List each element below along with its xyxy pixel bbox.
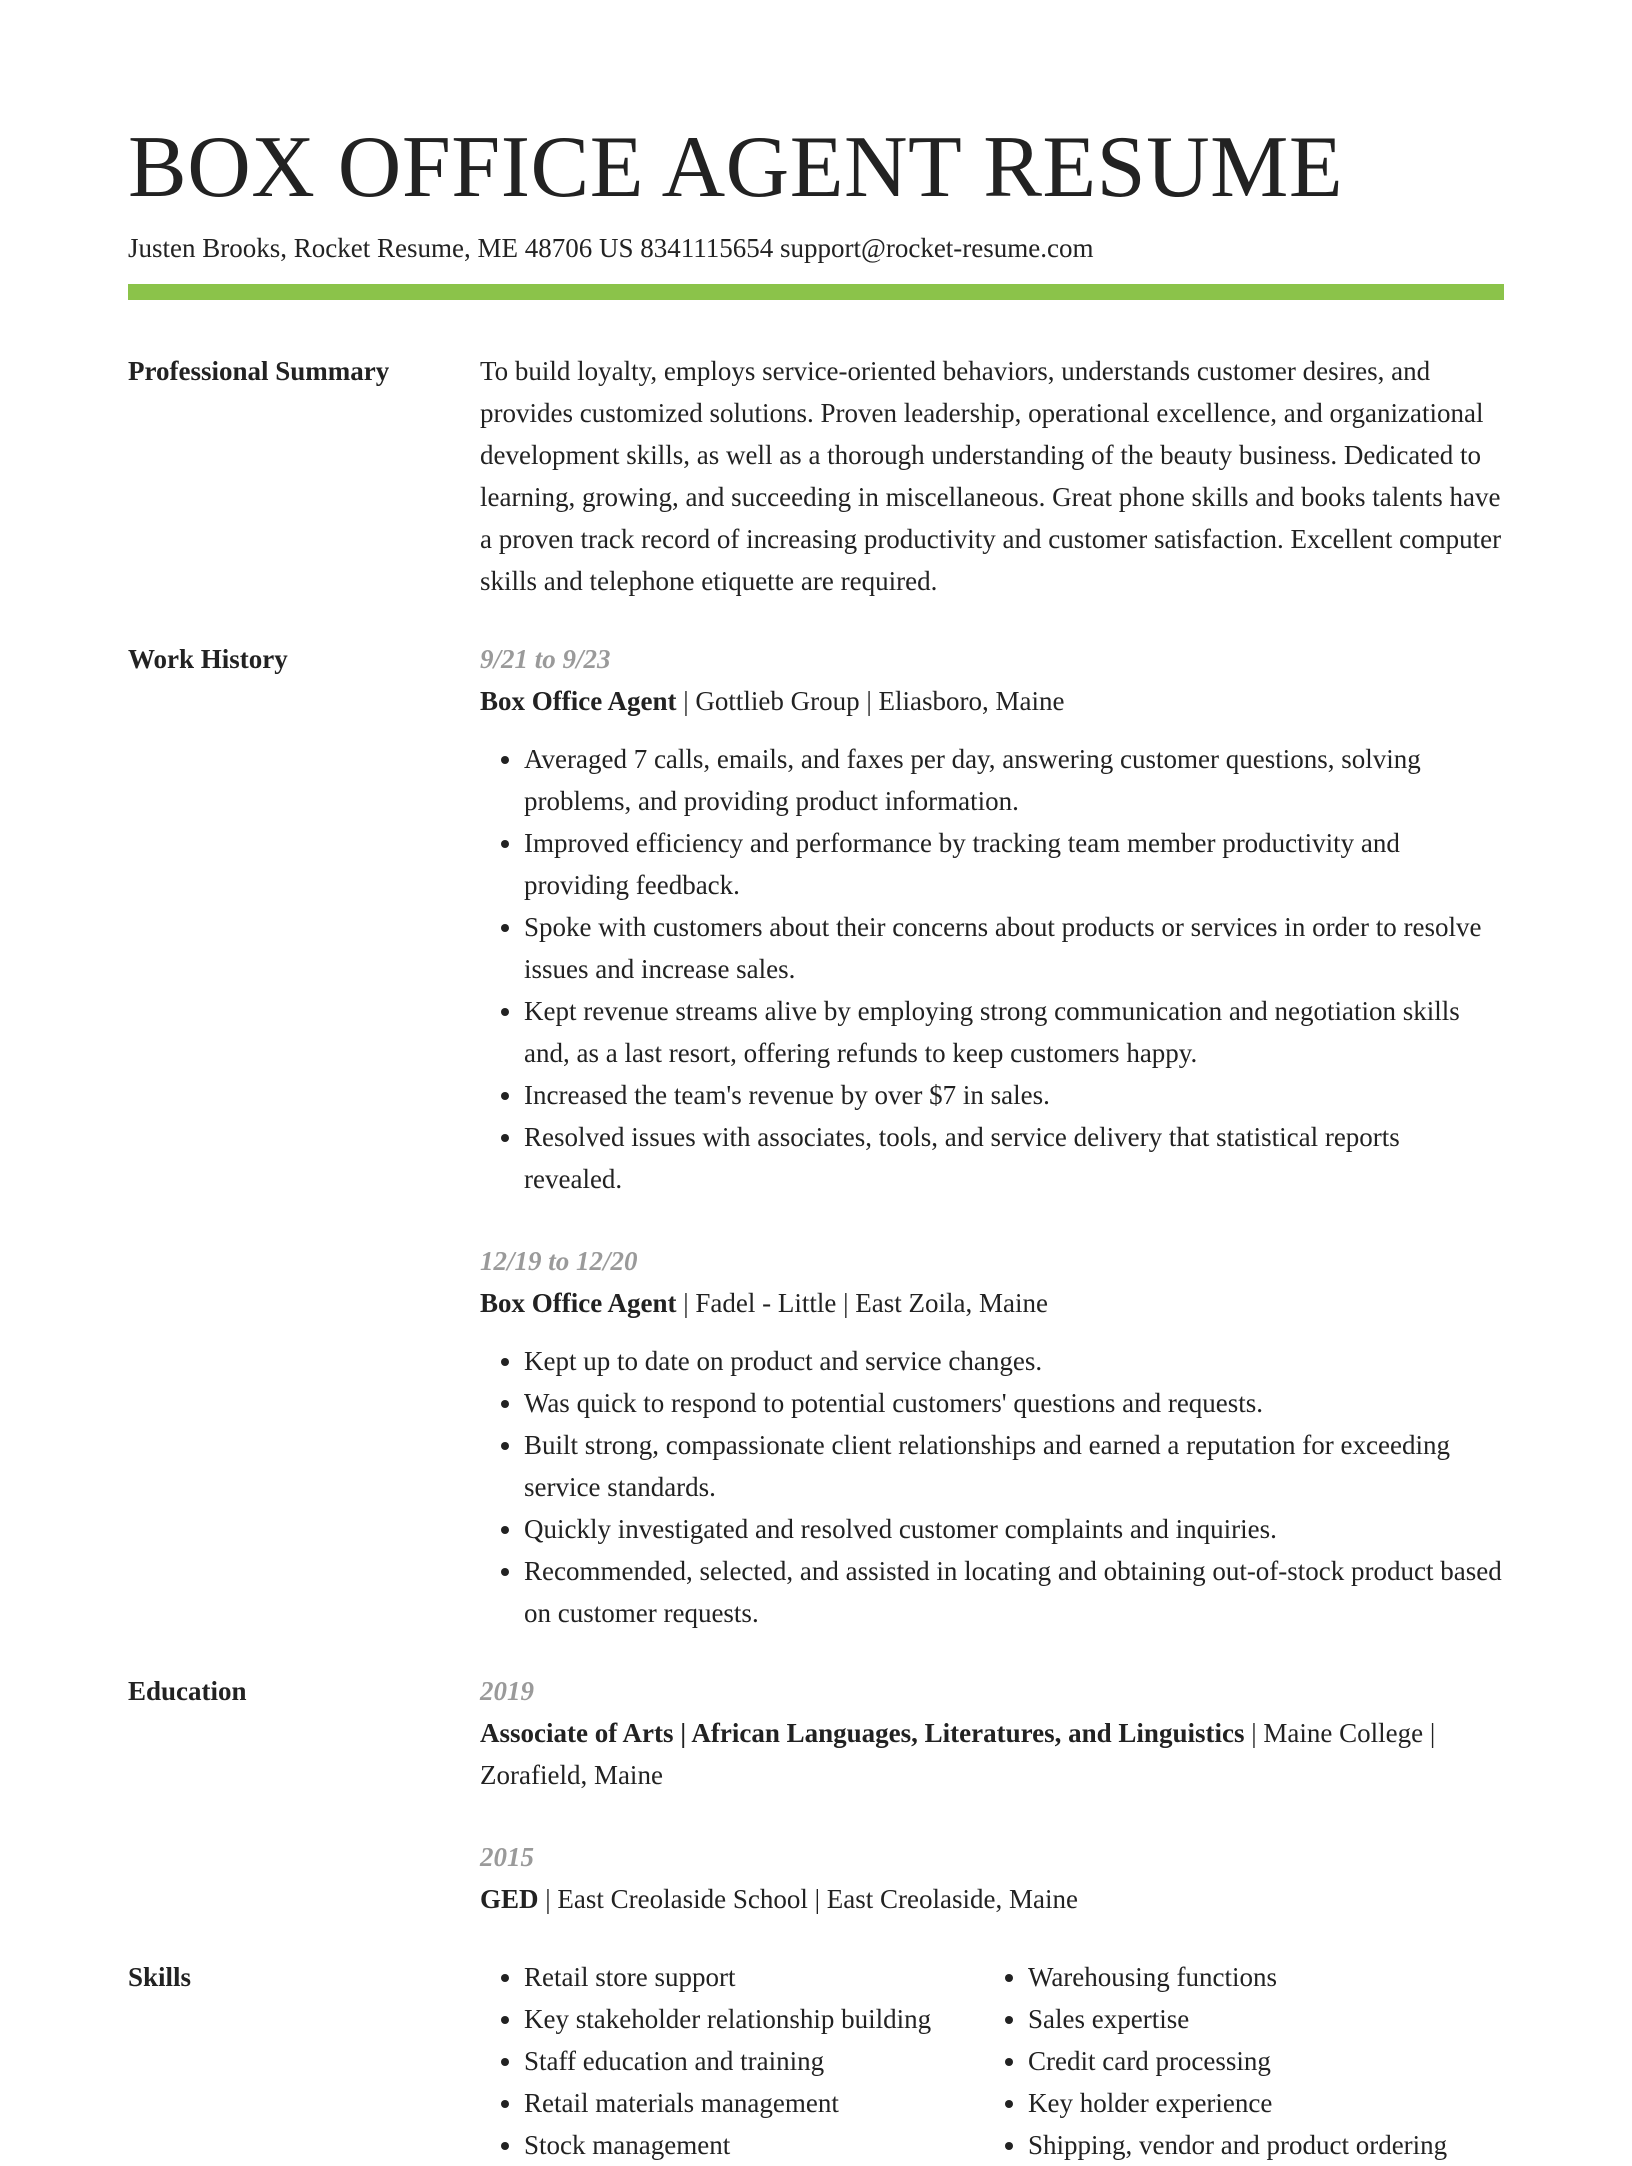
education-school: | Maine College | Zorafield, Maine (480, 1718, 1436, 1790)
education-degree: GED (480, 1884, 539, 1914)
section-heading: Work History (128, 644, 288, 674)
work-history-section (128, 638, 1504, 1634)
summary-text: To build loyalty, employs service-oriented behaviors, understands customer desires, and provides customized solutions. Proven leadership, operational excellence, and organizational development skills, as well as a thorough understanding of the beauty business. Dedicated to learning, growing, and succeeding in miscellaneous. Great phone skills and books talents have a proven track record of increasing productivity and customer satisfaction. Excellent computer skills and telephone etiquette are required. (480, 356, 1502, 596)
bullet-item: • Recommended, selected, and assisted in locating and obtaining out-of-stock product based on customer requests. (524, 1550, 1504, 1634)
job-dates: 12/19 to 12/20 (480, 1246, 638, 1276)
job-entry (480, 1240, 1504, 1634)
education-year: 2015 (480, 1842, 534, 1872)
skill-item: • Staff education and training (524, 2040, 984, 2082)
skill-item: • Retail store support (524, 1956, 984, 1998)
section-heading: Education (128, 1676, 247, 1706)
bullet-item: • Kept up to date on product and service changes. (524, 1340, 1504, 1382)
bullet-item: • Resolved issues with associates, tools, and service delivery that statistical reports revealed. (524, 1116, 1504, 1200)
section-heading: Skills (128, 1962, 192, 1992)
section-heading: Professional Summary (128, 356, 390, 386)
bullet-item: • Kept revenue streams alive by employing strong communication and negotiation skills and, as a last resort, offering refunds to keep customers happy. (524, 990, 1504, 1074)
job-title: Box Office Agent (480, 686, 677, 716)
job-bullets (480, 1340, 1504, 1634)
job-bullets (480, 738, 1504, 1200)
job-title: Box Office Agent (480, 1288, 677, 1318)
education-line (480, 1878, 1504, 1920)
education-line (480, 1712, 1504, 1796)
summary-section (128, 350, 1504, 602)
education-degree: Associate of Arts | African Languages, Literatures, and Linguistics (480, 1718, 1245, 1748)
bullet-item: • Was quick to respond to potential customers' questions and requests. (524, 1382, 1504, 1424)
job-role-line (480, 1282, 1504, 1324)
job-entry (480, 638, 1504, 1200)
job-dates: 9/21 to 9/23 (480, 644, 611, 674)
education-entry (480, 1670, 1504, 1796)
skill-item: • Key holder experience (1028, 2082, 1488, 2124)
bullet-item: • Quickly investigated and resolved customer complaints and inquiries. (524, 1508, 1504, 1550)
bullet-item: • Spoke with customers about their concerns about products or services in order to resolve issues and increase sales. (524, 906, 1504, 990)
skills-list-right (984, 1956, 1488, 2166)
skill-item: • Retail materials management (524, 2082, 984, 2124)
skill-item: • Shipping, vendor and product ordering (1028, 2124, 1488, 2166)
skill-item: • Key stakeholder relationship building (524, 1998, 984, 2040)
job-role-line (480, 680, 1504, 722)
education-school: | East Creolaside School | East Creolaside, Maine (538, 1884, 1078, 1914)
skill-item: • Sales expertise (1028, 1998, 1488, 2040)
education-section (128, 1670, 1504, 1920)
skill-item: • Warehousing functions (1028, 1956, 1488, 1998)
accent-divider (128, 284, 1504, 300)
skill-item: • Stock management (524, 2124, 984, 2166)
bullet-item: • Built strong, compassionate client relationships and earned a reputation for exceeding service standards. (524, 1424, 1504, 1508)
resume-page (128, 118, 1504, 2166)
contact-line: Justen Brooks, Rocket Resume, ME 48706 US 8341115654 support@rocket-resume.com (128, 233, 1094, 263)
bullet-item: • Increased the team's revenue by over $7 in sales. (524, 1074, 1504, 1116)
education-entry (480, 1836, 1504, 1920)
skills-list-left (480, 1956, 984, 2166)
skills-section (128, 1956, 1504, 2166)
bullet-item: • Averaged 7 calls, emails, and faxes per day, answering customer questions, solving problems, and providing product information. (524, 738, 1504, 822)
job-employer: | Fadel - Little | East Zoila, Maine (676, 1288, 1048, 1318)
resume-title: BOX OFFICE AGENT RESUME (128, 119, 1344, 216)
skill-item: • Credit card processing (1028, 2040, 1488, 2082)
job-employer: | Gottlieb Group | Eliasboro, Maine (676, 686, 1065, 716)
education-year: 2019 (480, 1676, 534, 1706)
bullet-item: • Improved efficiency and performance by tracking team member productivity and providing feedback. (524, 822, 1504, 906)
